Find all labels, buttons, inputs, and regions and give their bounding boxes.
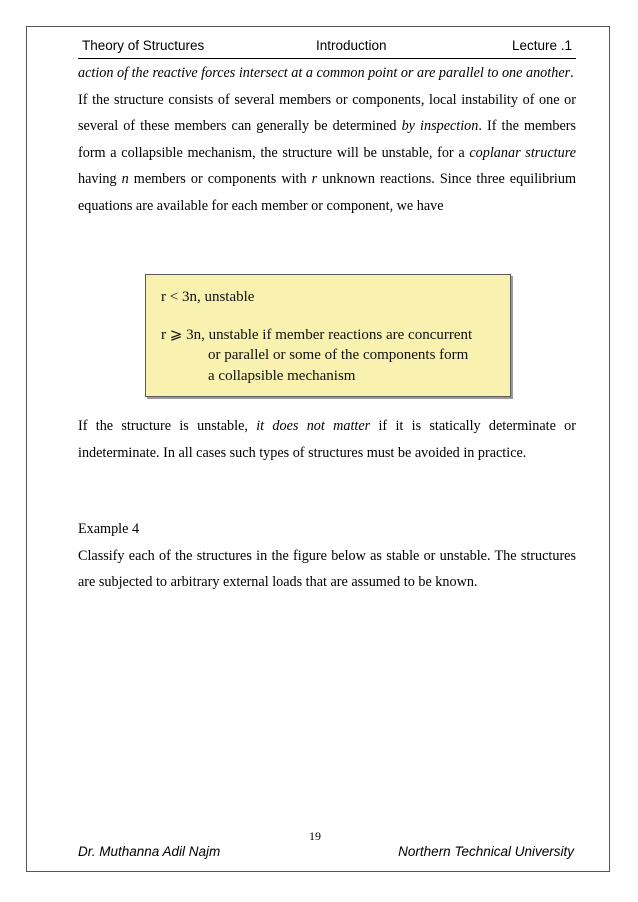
italic-text: by inspection bbox=[401, 118, 479, 134]
example-text: Classify each of the structures in the figure below as stable or unstable. The structures are subjected to arbitrary external loads that are assumed to be known. bbox=[78, 547, 576, 590]
equation-line: a collapsible mechanism bbox=[208, 368, 356, 384]
text-segment: unknown reactions. Since three equilibrium equations are available for each member or component, we have bbox=[78, 171, 577, 214]
page-footer bbox=[78, 844, 576, 862]
header-course-title: Theory of Structures bbox=[82, 38, 205, 53]
text-segment: If the structure is unstable, bbox=[78, 418, 257, 434]
italic-text: r bbox=[311, 171, 318, 187]
equation-box bbox=[145, 274, 511, 397]
page-number: 19 bbox=[309, 829, 321, 843]
equation-line: r < 3n, unstable bbox=[161, 289, 255, 305]
paragraph-unstable-note bbox=[78, 413, 576, 466]
text-segment: having bbox=[78, 171, 122, 187]
page-header bbox=[78, 38, 576, 59]
italic-text: action of the reactive forces intersect at a common point or are parallel to one another bbox=[78, 65, 571, 81]
text-segment: . If the members form a collapsible mechanism, the structure will be unstable, for a bbox=[78, 118, 576, 161]
example-section bbox=[78, 516, 576, 596]
header-section-title: Introduction bbox=[316, 38, 387, 53]
equation-line: or parallel or some of the components form bbox=[208, 347, 469, 363]
paragraph-stability bbox=[78, 60, 576, 219]
text-segment: members or components with bbox=[128, 171, 312, 187]
equation-line: r ⩾ 3n, unstable if member reactions are concurrent bbox=[161, 327, 473, 343]
example-title: Example 4 bbox=[78, 521, 140, 537]
italic-text: n bbox=[121, 171, 129, 187]
italic-text: it does not matter bbox=[256, 418, 371, 434]
header-lecture-number: Lecture .1 bbox=[511, 38, 572, 53]
footer-institution: Northern Technical University bbox=[398, 844, 574, 859]
text-segment: . bbox=[570, 65, 574, 81]
footer-author: Dr. Muthanna Adil Najm bbox=[78, 844, 221, 859]
italic-text: coplanar structure bbox=[469, 144, 576, 161]
text-segment: if it is statically determinate or indeterminate. In all cases such types of structures must be avoided in practice. bbox=[78, 418, 576, 461]
text-segment: If the structure consists of several members or components, local instability of one or several of these members can generally be determined bbox=[78, 91, 576, 134]
